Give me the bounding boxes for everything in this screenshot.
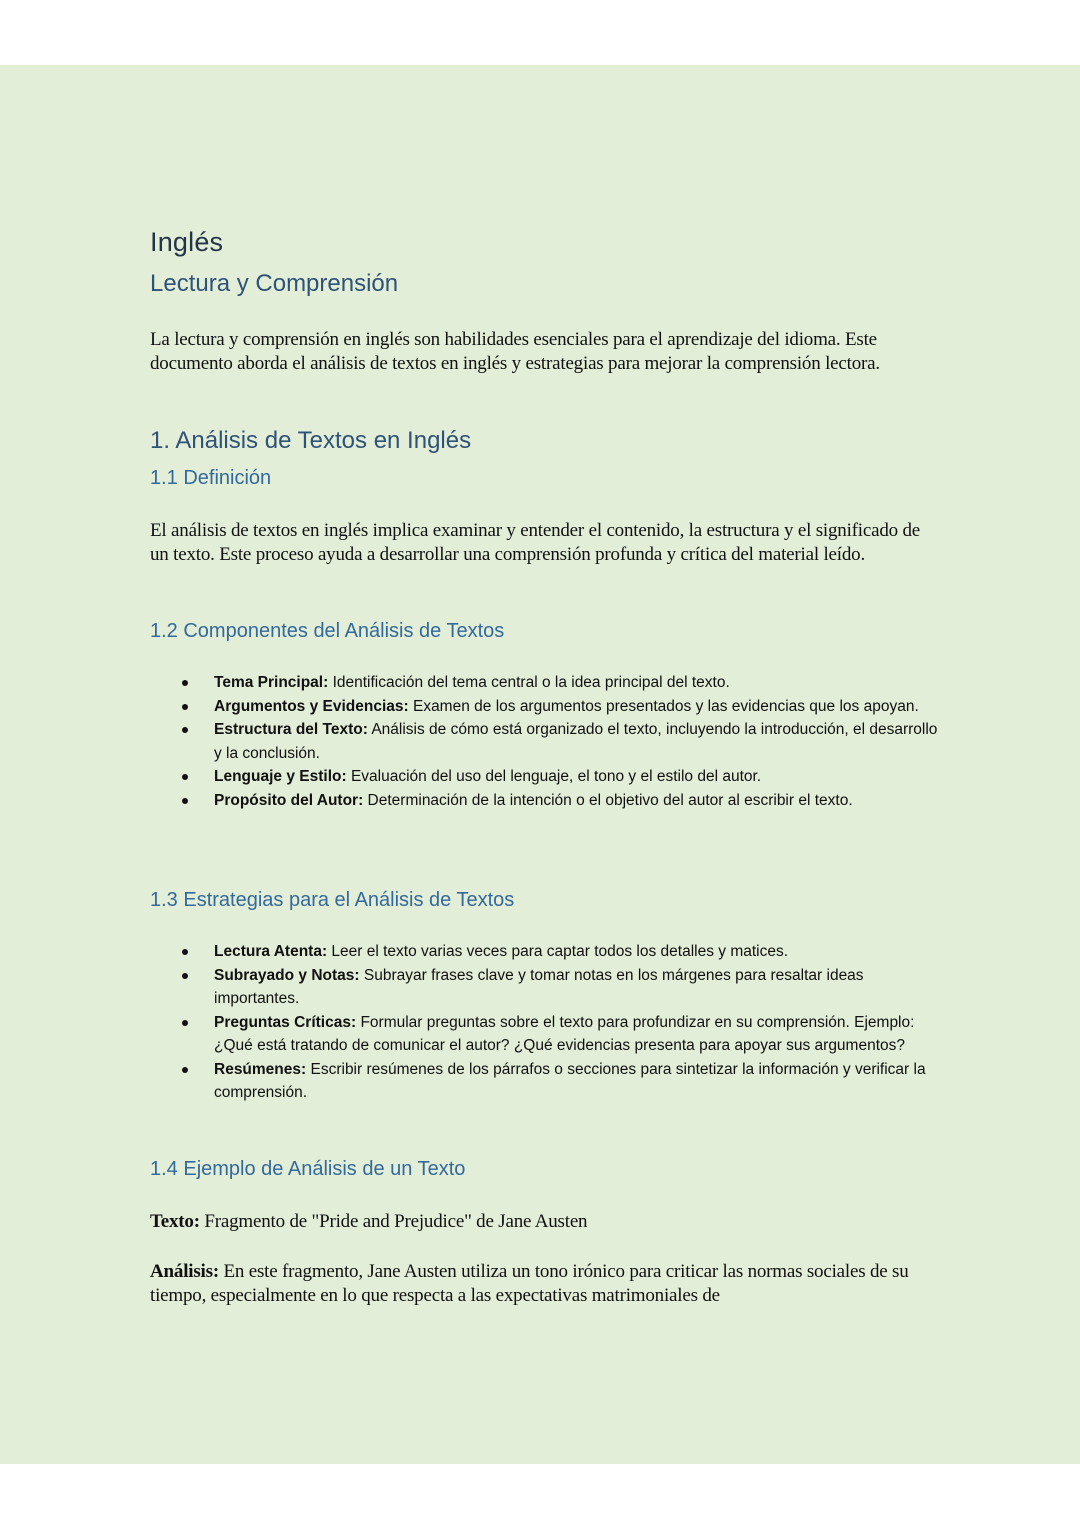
- analysis-paragraph: [150, 1260, 940, 1308]
- section-1-2-heading: 1.2 Componentes del Análisis de Textos: [150, 620, 505, 642]
- list-item: [150, 695, 940, 719]
- components-list: [150, 671, 940, 812]
- list-item-text: Examen de los argumentos presentados y las evidencias que los apoyan.: [408, 697, 919, 715]
- bullet-icon: [182, 680, 188, 686]
- list-item-text: Análisis de cómo está organizado el texto, incluyendo la introducción, el desarrollo y la conclusión.: [214, 721, 938, 762]
- list-item-term: Subrayado y Notas:: [214, 966, 360, 984]
- texto-value: Fragmento de "Pride and Prejudice" de Jane Austen: [199, 1211, 588, 1232]
- bullet-icon: [182, 1067, 188, 1073]
- texto-label: Texto:: [150, 1211, 200, 1232]
- bullet-icon: [182, 949, 188, 955]
- list-item-text: Formular preguntas sobre el texto para profundizar en su comprensión. Ejemplo: ¿Qué está tratando de comunicar el autor? ¿Qué evidencias presenta para apoyar sus argumentos?: [214, 1013, 915, 1054]
- list-item: [150, 789, 940, 813]
- analisis-label: Análisis:: [150, 1261, 219, 1282]
- list-item-term: Propósito del Autor:: [214, 791, 364, 809]
- list-item-term: Resúmenes:: [214, 1060, 307, 1078]
- section-1-4-heading: 1.4 Ejemplo de Análisis de un Texto: [150, 1158, 466, 1180]
- list-item: [150, 940, 940, 964]
- list-item-term: Estructura del Texto:: [214, 721, 368, 738]
- list-item-text: Identificación del tema central o la idea principal del texto.: [328, 674, 730, 691]
- list-item-text: Evaluación del uso del lenguaje, el tono y el estilo del autor.: [346, 768, 762, 785]
- section-1-1-heading: 1.1 Definición: [150, 467, 272, 489]
- example-text-line: [150, 1210, 940, 1234]
- analisis-value: En este fragmento, Jane Austen utiliza un tono irónico para criticar las normas sociales de su tiempo, especialmente en lo que respecta a las expectativas matrimoniales de: [150, 1261, 909, 1306]
- definition-paragraph: El análisis de textos en inglés implica examinar y entender el contenido, la estructura y el significado de un texto. Este proceso ayuda a desarrollar una comprensión profunda y crítica del material leído.: [150, 520, 921, 565]
- bullet-icon: [182, 727, 188, 733]
- list-item-term: Lectura Atenta:: [214, 943, 328, 960]
- document-subtitle: Lectura y Comprensión: [150, 270, 399, 297]
- list-item-text: Subrayar frases clave y tomar notas en los márgenes para resaltar ideas importantes.: [214, 966, 864, 1007]
- list-item-text: Determinación de la intención o el objetivo del autor al escribir el texto.: [363, 791, 853, 809]
- list-item: [150, 964, 940, 1011]
- section-1-heading: 1. Análisis de Textos en Inglés: [150, 427, 472, 454]
- list-item-term: Lenguaje y Estilo:: [214, 768, 347, 785]
- list-item-term: Preguntas Críticas:: [214, 1013, 357, 1031]
- list-item-term: Tema Principal:: [214, 674, 329, 691]
- list-item: [150, 671, 940, 695]
- bullet-icon: [182, 973, 188, 979]
- list-item-text: Escribir resúmenes de los párrafos o secciones para sintetizar la información y verificar la comprensión.: [214, 1060, 926, 1101]
- bullet-icon: [182, 774, 188, 780]
- list-item: [150, 1058, 940, 1105]
- bullet-icon: [182, 704, 188, 710]
- list-item-term: Argumentos y Evidencias:: [214, 697, 409, 715]
- list-item: [150, 718, 940, 765]
- list-item-text: Leer el texto varias veces para captar todos los detalles y matices.: [327, 943, 789, 960]
- list-item: [150, 765, 940, 789]
- bullet-icon: [182, 1020, 188, 1026]
- strategies-list: [150, 940, 940, 1105]
- list-item: [150, 1011, 940, 1058]
- document-page: [0, 65, 1080, 1464]
- bullet-icon: [182, 798, 188, 804]
- section-1-3-heading: 1.3 Estrategias para el Análisis de Textos: [150, 889, 515, 911]
- document-title: Inglés: [150, 227, 224, 257]
- intro-paragraph: La lectura y comprensión en inglés son habilidades esenciales para el aprendizaje del idioma. Este documento aborda el análisis de textos en inglés y estrategias para mejorar la comprensión lectora.: [150, 329, 880, 374]
